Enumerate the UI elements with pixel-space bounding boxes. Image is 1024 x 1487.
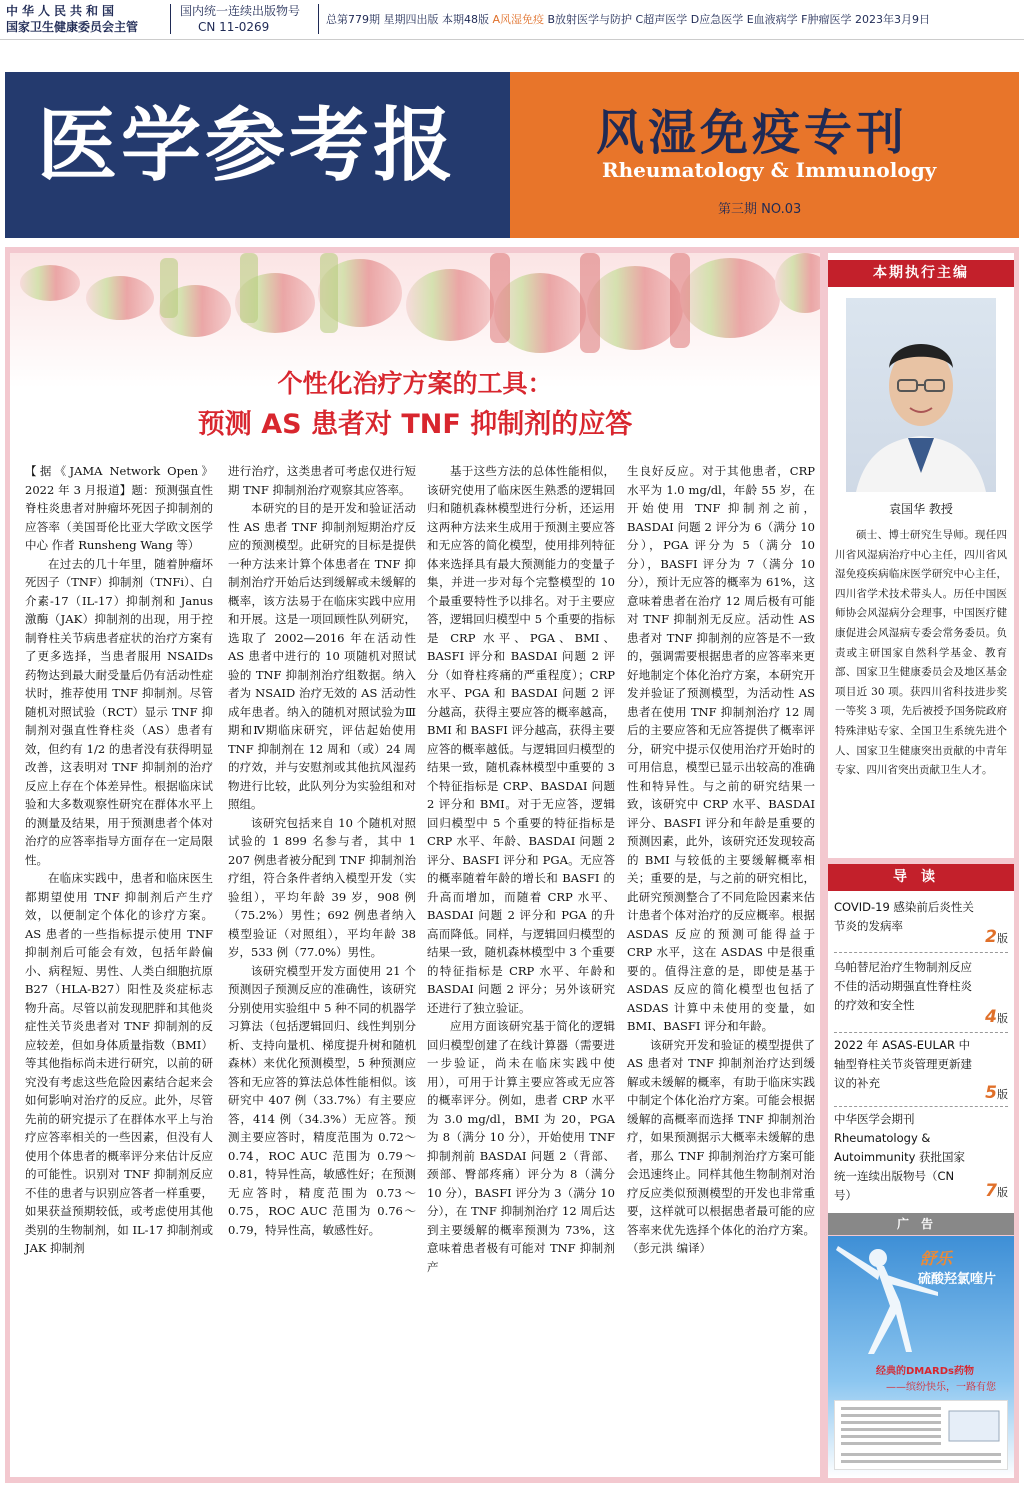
- guide-item-title: 2022 年 ASAS-EULAR 中轴型脊柱关节炎管理更新建议的补充: [834, 1038, 972, 1090]
- guide-item[interactable]: [834, 1110, 1008, 1206]
- ad-header: 广告: [828, 1213, 1014, 1235]
- editor-name: 袁国华 教授: [889, 502, 953, 516]
- ad-brand: 舒乐: [920, 1249, 953, 1268]
- editor-photo: [846, 298, 996, 492]
- section-title: 风湿免疫专刊: [596, 105, 909, 161]
- section-english-title: Rheumatology & Immunology: [602, 158, 937, 182]
- article-paragraph: 生良好反应。对于其他患者，CRP 水平为 1.0 mg/dl，年龄 55 岁，在开始使用 TNF 抑制剂之前，BASDAI 问题 2 评分为 6（满分 10 分），PGA 评分为 5（满分 10 分），BASFI 评分为 7（满分 10 分），预计无应答的概率为 61%，这意味着患者在治疗 12 周后极有可能对 TNF 抑制剂无反应。活动性 AS 患者对 TNF 抑制剂的应答是不一致的，强调需要根据患者的应答率来更好地制定个体化治疗方案，本研究开发并验证了预测模型，为活动性 AS 患者在使用 TNF 抑制剂治疗 12 周后的主要应答和无应答提供了概率评分，研究中提示仅使用治疗开始时的可用信息，模型已显示出较高的准确性和特异性。与之前的研究结果一致，该研究中 CRP 水平、BASDAI 评分、BASFI 评分和年龄是重要的预测因素，此外，该研究还发现较高的 BMI 与较低的主要缓解概率相关；重要的是，与之前的研究相比，此研究预测整合了不同危险因素来估计患者个体对治疗的反应概率。根据 ASDAS 反应的预测可能得益于 CRP 水平，这在 ASDAS 中是很重要的。值得注意的是，即使是基于 ASDAS 反应的简化模型也包括了 ASDAS 计算中未使用的变量，如 BMI、BASFI 评分和年龄。: [627, 464, 815, 1033]
- cn-number: [180, 3, 300, 35]
- guide-item-title: 乌帕替尼治疗生物制剂反应不佳的活动期强直性脊柱炎的疗效和安全性: [834, 960, 972, 1012]
- ad-fine-print-box: [834, 1400, 1008, 1470]
- article-paragraph: 在过去的几十年里，随着肿瘤坏死因子（TNF）抑制剂（TNFi）、白介素-17（IL-17）抑制剂和 Janus 激酶（JAK）抑制剂的出现，用于控制脊柱关节病患者症状的治疗方案有了更多选择，当患者服用 NSAIDs 药物达到最大耐受量后仍有活动性症状时，推荐使用 TNF 抑制剂。尽管随机对照试验（RCT）显示 TNF 抑制剂对强直性脊柱炎（AS）患者有效，但约有 1/2 的患者没有获得明显改善，这表明对 TNF 抑制剂的治疗反应上存在个体差异性。根据临床试验和大多数观察性研究在群体水平上的测量及结果，用于预测患者个体对治疗的应答率指导方面存在一定局限性。: [25, 556, 213, 867]
- article-paragraph: 进行治疗，这类患者可考虑仅进行短期 TNF 抑制剂治疗观察其应答率。: [228, 464, 416, 497]
- guide-item[interactable]: [834, 958, 1008, 1032]
- guide-divider: [834, 952, 1008, 953]
- article-paragraph: 该研究开发和验证的模型提供了 AS 患者对 TNF 抑制剂治疗达到缓解或未缓解的概率，有助于临床实践中制定个体化治疗方案。可能会根据缓解的高概率而选择 TNF 抑制剂治疗，如果预测据示大概率未缓解的患者，那么 TNF 抑制剂治疗方案可能会迅速终止。同样其他生物制剂对治疗反应类似预测模型的开发也非常重要，这样就可以根据患者最可能的应答率来优先选择个体化的治疗方案。（彭元洪 编译）: [627, 1037, 815, 1255]
- guide-item-page: 5版: [985, 1083, 1008, 1103]
- article-column-1: [25, 462, 213, 1258]
- article-paragraph: 该研究包括来自 10 个随机对照试验的 1 899 名参与者，其中 1 207 例患者被分配到 TNF 抑制剂治疗组，符合条件者纳入模型开发（实验组），平均年龄 39 岁，908 例（75.2%）男性；692 例患者纳入模型验证（对照组），平均年龄 38 岁，533 例（77.0%）男性。: [228, 815, 416, 959]
- issue-number: 第三期 NO.03: [718, 202, 802, 217]
- guide-item-page: 4版: [985, 1007, 1008, 1027]
- guide-divider: [834, 1106, 1008, 1107]
- editor-bio: 硕士、博士研究生导师。现任四川省风湿病治疗中心主任，四川省风湿免疫疾病临床医学研究中心主任，四川省学术技术带头人。历任中国医师协会风湿病分会理事，中国医疗健康促进会风湿病专委会常务委员。负责或主研国家自然科学基金、教育部、国家卫生健康委员会及地区基金项目近 30 项。获四川省科技进步奖一等奖 3 项，先后被授予国务院政府特殊津贴专家、全国卫生系统先进个人、国家卫生健康突出贡献的中青年专家、四川省突出贡献卫生人才。: [835, 529, 1007, 777]
- ad-fine-print-lines: [835, 1401, 1007, 1469]
- ad-slogan-2: ——缤纷快乐，一路有您: [886, 1382, 996, 1393]
- article-paragraph: 【据《JAMA Network Open》2022 年 3 月报道】题：预测强直性脊柱炎患者对肿瘤坏死因子抑制剂的应答率（美国哥伦比亚大学欧文医学中心 作者 Runsheng Wang 等）: [25, 464, 213, 552]
- ad-slogan-1: 经典的DMARDs药物: [876, 1366, 974, 1377]
- guide-item[interactable]: [834, 898, 1008, 952]
- article-paragraph: 该研究模型开发方面使用 21 个预测因子预测反应的准确性，该研究分别使用实验组中 5 种不同的机器学习算法（包括逻辑回归、线性判别分析、支持向量机、梯度提升树和随机森林）来优化预测模型，5 种预测应答和无应答的算法总体性能相似。该研究中 407 例（33.7%）有主要应答，414 例（34.3%）无应答。预测主要应答时，精度范围为 0.72～0.74，ROC AUC 范围为 0.79～0.81，特异性高，敏感性好；在预测无应答时，精度范围为 0.73～0.75，ROC AUC 范围为 0.76～0.79，特异性高，敏感性好。: [228, 963, 416, 1237]
- guide-item-title: 中华医学会期刊 Rheumatology & Autoimmunity 获批国家统一连续出版物号（CN 号）: [834, 1112, 966, 1202]
- article-paragraph: 在临床实践中，患者和临床医生都期望使用 TNF 抑制剂后产生疗效，以便制定个体化的诊疗方案。AS 患者的一些指标提示使用 TNF 抑制剂后可能会有效，包括年龄偏小、病程短、男性、人类白细胞抗原 B27（HLA-B27）阳性及炎症标志物升高。尽管以前发现肥胖和其他炎症性关节炎患者对 TNF 抑制剂的反应较差，但如身体质量指数（BMI）等其他指标尚未进行研究，以前的研究没有考虑这些危险因素结合起来会如何影响对治疗的反应。此外，尽管先前的研究提示了在群体水平上与治疗应答率相关的一些因素，但没有人使用个体患者的概率评分来估计反应的可能性。识别对 TNF 抑制剂反应不佳的患者与识别应答者一样重要，如果获益预期较低，或考虑使用其他类别的生物制剂，如 IL-17 抑制剂或 JAK 抑制剂: [25, 871, 213, 1255]
- guide-item[interactable]: [834, 1036, 1008, 1106]
- guide-divider: [834, 1032, 1008, 1033]
- cn-line1: 国内统一连续出版物号: [180, 4, 301, 18]
- divider: [170, 4, 171, 34]
- paper-title: 医学参考报: [37, 98, 457, 192]
- article-column-3: [427, 462, 615, 1276]
- publisher-info: [6, 3, 138, 35]
- masthead-strip: [0, 0, 1024, 40]
- ad-product: 硫酸羟氯喹片: [918, 1272, 997, 1287]
- editor-portrait-svg: [846, 298, 996, 492]
- advertisement[interactable]: [828, 1236, 1014, 1478]
- article-paragraph: 本研究的目的是开发和验证活动性 AS 患者 TNF 抑制剂短期治疗反应的预测模型。此研究的目标是提供一种方法来计算个体患者在 TNF 抑制剂治疗开始后达到缓解或未缓解的概率，该方法易于在临床实践中应用和开展。这是一项回顾性队列研究，选取了 2002—2016 年在活动性 AS 患者中进行的 10 项随机对照试验的 TNF 抑制剂治疗组数据。纳入者为 NSAID 治疗无效的 AS 活动性成年患者。纳入的随机对照试验为Ⅲ期和Ⅳ期临床研究，评估起始使用 TNF 抑制剂在 12 周和（或）24 周的疗效，并与安慰剂或其他抗风湿药物进行比较，此队列分为实验组和对照组。: [228, 501, 416, 811]
- issue-highlight: A风湿免疫: [492, 13, 545, 26]
- section-banner: [510, 72, 1019, 238]
- headline-line1: 个性化治疗方案的工具：: [277, 369, 553, 398]
- article-paragraph: 基于这些方法的总体性能相似，该研究使用了临床医生熟悉的逻辑回归和随机森林模型进行分析，还运用这两种方法来生成用于预测主要应答和无应答的简化模型，使用排列特征体来选择具有最大预测能力的变量子集，并进一步对每个完整模型的 10 个最重要特性予以排名。对于主要应答，逻辑回归模型中 5 个重要的指标是 CRP 水平、PGA、BMI、BASFI 评分和 BASDAI 问题 2 评分（如脊柱疼痛的严重程度）；CRP 水平、PGA 和 BASDAI 问题 2 评分越高，获得主要应答的概率越高，BMI 和 BASFI 评分越高，获得主要应答的概率越低。与逻辑回归模型的结果一致，随机森林模型中重要的 3 个特征指标是 CRP、BASDAI 问题 2 评分和 BMI。对于无应答，逻辑回归模型中 5 个重要的特征指标是 CRP 水平、年龄、BASDAI 问题 2 评分、BASFI 评分和 PGA。无应答的概率随着年龄的增长和 BASFI 的升高而增加，而随着 CRP 水平、BASDAI 问题 2 评分和 PGA 的升高而降低。同样，与逻辑回归模型的结果一致，随机森林模型中 3 个重要的特征指标是 CRP 水平、年龄和 BASDAI 问题 2 评分；另外该研究还进行了独立验证。: [427, 464, 615, 1015]
- issue-suffix: B放射医学与防护 C超声医学 D应急医学 E血液病学 F肿瘤医学 2023年3月9日: [544, 13, 930, 26]
- guide-item-page: 2版: [985, 927, 1008, 947]
- article-column-2: [228, 462, 416, 1239]
- publisher-line2: 国家卫生健康委员会主管: [6, 20, 139, 34]
- cn-line2: CN 11-0269: [198, 20, 270, 34]
- issue-line: [326, 11, 930, 27]
- headline-line2: 预测 AS 患者对 TNF 抑制剂的应答: [197, 409, 633, 440]
- issue-prefix: 总第779期 星期四出版 本期48版: [326, 13, 493, 26]
- divider: [318, 4, 319, 34]
- article-paragraph: 应用方面该研究基于简化的逻辑回归模型创建了在线计算器（需要进一步验证，尚未在临床实践中使用），可用于计算主要应答或无应答的概率评分。例如，患者 CRP 水平为 3.0 mg/dl，BMI 为 20，PGA 为 8（满分 10 分），开始使用 TNF 抑制剂前 BASDAI 问题 2（背部、颈部、臀部疼痛）评分为 8（满分 10 分），BASFI 评分为 3（满分 10 分），在 TNF 抑制剂治疗 12 周后达到主要缓解的概率预测为 73%，这意味着患者极有可能对 TNF 抑制剂产: [427, 1019, 615, 1274]
- editor-header: 本期执行主编: [828, 260, 1014, 287]
- article-column-4: [627, 462, 815, 1258]
- publisher-line1: 中华人民共和国: [6, 4, 119, 18]
- guide-item-title: COVID-19 感染前后炎性关节炎的发病率: [834, 900, 974, 933]
- paper-banner: [5, 72, 510, 238]
- guide-item-page: 7版: [985, 1181, 1008, 1201]
- guide-header: 导读: [828, 864, 1014, 891]
